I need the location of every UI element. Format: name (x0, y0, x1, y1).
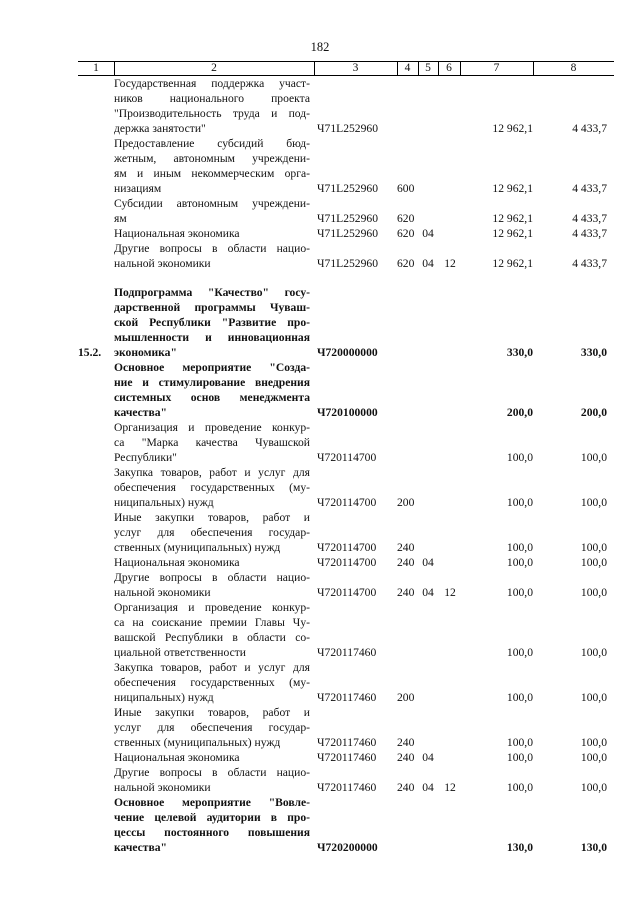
description-line: цессы постоянного повышения (114, 826, 310, 839)
row-description (114, 285, 310, 360)
table-row (78, 420, 614, 465)
description-line: вашской Республики в области со- (114, 631, 310, 644)
header-col-1: 1 (93, 62, 99, 74)
expense-type-code: 240 (397, 556, 415, 569)
row-description (114, 510, 310, 555)
description-line: услуг для обеспечения государ- (114, 526, 310, 539)
table-row (78, 570, 614, 600)
amount-col-7: 330,0 (506, 346, 533, 359)
row-description (114, 241, 310, 271)
page-number: 182 (310, 40, 330, 54)
row-description (114, 76, 310, 136)
table-row (78, 360, 614, 420)
amount-col-7: 100,0 (506, 691, 533, 704)
amount-col-7: 100,0 (506, 541, 533, 554)
target-article-code: Ч71L252960 (317, 227, 378, 240)
row-description (114, 600, 310, 660)
description-line: Организация и проведение конкур- (114, 601, 310, 614)
description-line: ниципальных) нужд (114, 691, 214, 704)
target-article-code: Ч71L252960 (317, 257, 378, 270)
description-line: Другие вопросы в области нацио- (114, 766, 310, 779)
description-line: чение целевой аудитории в про- (114, 811, 310, 824)
description-line: ской Республики "Развитие про- (114, 316, 310, 329)
header-col-7: 7 (493, 62, 500, 74)
table-row (78, 660, 614, 705)
description-line: нальной экономики (114, 257, 211, 270)
amount-col-7: 100,0 (506, 586, 533, 599)
target-article-code: Ч720117460 (317, 646, 377, 659)
subsection-code: 12 (444, 781, 456, 794)
expense-type-code: 620 (397, 212, 415, 225)
amount-col-7: 12 962,1 (492, 122, 533, 135)
amount-col-7: 12 962,1 (492, 257, 533, 270)
description-line: циальной ответственности (114, 646, 246, 659)
expense-type-code: 200 (397, 496, 415, 509)
table-row (78, 750, 614, 765)
target-article-code: Ч720200000 (317, 841, 378, 854)
table-row (78, 226, 614, 241)
target-article-code: Ч720000000 (317, 346, 378, 359)
expense-type-code: 240 (397, 781, 415, 794)
expense-type-code: 240 (397, 736, 415, 749)
amount-col-8: 100,0 (580, 541, 607, 554)
description-line: ям и иным некоммерческим орга- (114, 167, 310, 180)
table-row (78, 510, 614, 555)
table-row (78, 600, 614, 660)
description-line: держка занятости" (114, 122, 206, 135)
description-line: Иные закупки товаров, работ и (114, 706, 310, 719)
amount-col-8: 100,0 (580, 556, 607, 569)
table-row (78, 795, 614, 855)
amount-col-7: 100,0 (506, 646, 533, 659)
amount-col-8: 100,0 (580, 781, 607, 794)
amount-col-7: 100,0 (506, 736, 533, 749)
description-line: Закупка товаров, работ и услуг для (114, 661, 310, 674)
section-code: 04 (422, 556, 434, 569)
target-article-code: Ч71L252960 (317, 182, 378, 195)
amount-col-8: 4 433,7 (572, 227, 607, 240)
target-article-code: Ч720100000 (317, 406, 378, 419)
amount-col-7: 100,0 (506, 556, 533, 569)
header-col-5: 5 (425, 62, 431, 74)
description-line: Основное мероприятие "Созда- (114, 361, 310, 374)
target-article-code: Ч720114700 (317, 541, 377, 554)
section-code: 04 (422, 257, 434, 270)
amount-col-8: 100,0 (580, 751, 607, 764)
amount-col-7: 200,0 (506, 406, 533, 419)
table-row (78, 196, 614, 226)
section-code: 04 (422, 751, 434, 764)
amount-col-8: 130,0 (580, 841, 607, 854)
amount-col-7: 100,0 (506, 451, 533, 464)
amount-col-8: 4 433,7 (572, 182, 607, 195)
section-code: 04 (422, 586, 434, 599)
description-line: ственных (муниципальных) нужд (114, 541, 281, 554)
amount-col-8: 100,0 (580, 691, 607, 704)
description-line: са "Марка качества Чувашской (114, 436, 310, 449)
description-line: дарственной программы Чуваш- (114, 301, 310, 314)
row-description (114, 705, 310, 750)
table-header (78, 61, 614, 76)
description-line: Национальная экономика (114, 227, 240, 240)
amount-col-8: 100,0 (580, 736, 607, 749)
row-description (114, 750, 310, 765)
description-line: ственных (муниципальных) нужд (114, 736, 281, 749)
section-code: 04 (422, 227, 434, 240)
description-line: обеспечения государственных (му- (114, 481, 310, 494)
description-line: качества" (114, 841, 167, 854)
amount-col-7: 100,0 (506, 781, 533, 794)
description-line: качества" (114, 406, 167, 419)
target-article-code: Ч720114700 (317, 451, 377, 464)
amount-col-7: 12 962,1 (492, 182, 533, 195)
target-article-code: Ч71L252960 (317, 212, 378, 225)
table-row (78, 285, 614, 360)
description-line: Подпрограмма "Качество" госу- (114, 286, 310, 299)
expense-type-code: 240 (397, 541, 415, 554)
target-article-code: Ч720114700 (317, 586, 377, 599)
amount-col-8: 4 433,7 (572, 122, 607, 135)
description-line: Республики" (114, 451, 177, 464)
description-line: "Производительность труда и под- (114, 107, 310, 120)
description-line: низациям (114, 182, 162, 195)
table-row (78, 705, 614, 750)
description-line: экономика" (114, 346, 177, 359)
row-description (114, 136, 310, 196)
description-line: Национальная экономика (114, 556, 240, 569)
target-article-code: Ч720117460 (317, 751, 377, 764)
description-line: Субсидии автономным учреждени- (114, 197, 310, 210)
header-col-4: 4 (404, 62, 411, 74)
expense-type-code: 600 (397, 182, 415, 195)
amount-col-8: 4 433,7 (572, 257, 607, 270)
description-line: системных основ менеджмента (114, 391, 310, 404)
description-line: жетным, автономным учреждени- (114, 152, 310, 165)
expense-type-code: 240 (397, 751, 415, 764)
table-row (78, 241, 614, 271)
row-description (114, 765, 310, 795)
row-description (114, 226, 310, 241)
table-row (78, 765, 614, 795)
row-description (114, 570, 310, 600)
description-line: Закупка товаров, работ и услуг для (114, 466, 310, 479)
row-description (114, 465, 310, 510)
description-line: ям (114, 212, 127, 225)
row-description (114, 360, 310, 420)
amount-col-8: 100,0 (580, 646, 607, 659)
amount-col-8: 100,0 (580, 496, 607, 509)
description-line: ниципальных) нужд (114, 496, 214, 509)
table-body (78, 76, 614, 855)
description-line: Организация и проведение конкур- (114, 421, 310, 434)
description-line: Основное мероприятие "Вовле- (114, 796, 310, 809)
description-line: са на соискание премии Главы Чу- (114, 616, 310, 629)
row-description (114, 660, 310, 705)
row-description (114, 196, 310, 226)
subsection-code: 12 (444, 257, 456, 270)
row-description (114, 555, 310, 570)
description-line: Национальная экономика (114, 751, 240, 764)
table-row (78, 465, 614, 510)
amount-col-8: 330,0 (580, 346, 607, 359)
description-line: нальной экономики (114, 781, 211, 794)
description-line: ние и стимулирование внедрения (114, 376, 310, 389)
budget-table (78, 61, 614, 855)
row-number: 15.2. (78, 346, 102, 359)
expense-type-code: 620 (397, 227, 415, 240)
table-row (78, 136, 614, 196)
expense-type-code: 200 (397, 691, 415, 704)
description-line: ников национального проекта (114, 92, 310, 105)
description-line: Другие вопросы в области нацио- (114, 242, 310, 255)
section-code: 04 (422, 781, 434, 794)
amount-col-7: 130,0 (506, 841, 533, 854)
table-row (78, 76, 614, 136)
amount-col-8: 100,0 (580, 451, 607, 464)
description-line: Предоставление субсидий бюд- (114, 137, 310, 150)
target-article-code: Ч720117460 (317, 736, 377, 749)
target-article-code: Ч720114700 (317, 556, 377, 569)
description-line: Иные закупки товаров, работ и (114, 511, 310, 524)
header-col-6: 6 (446, 62, 452, 74)
expense-type-code: 240 (397, 586, 415, 599)
table-row (78, 555, 614, 570)
description-line: Государственная поддержка участ- (114, 77, 310, 90)
amount-col-7: 100,0 (506, 496, 533, 509)
row-description (114, 420, 310, 465)
target-article-code: Ч71L252960 (317, 122, 378, 135)
description-line: нальной экономики (114, 586, 211, 599)
target-article-code: Ч720117460 (317, 781, 377, 794)
amount-col-7: 100,0 (506, 751, 533, 764)
amount-col-8: 100,0 (580, 586, 607, 599)
header-col-8: 8 (570, 62, 577, 74)
description-line: обеспечения государственных (му- (114, 676, 310, 689)
expense-type-code: 620 (397, 257, 415, 270)
amount-col-8: 4 433,7 (572, 212, 607, 225)
row-description (114, 795, 310, 855)
subsection-code: 12 (444, 586, 456, 599)
target-article-code: Ч720117460 (317, 691, 377, 704)
description-line: мышленности и инновационная (114, 331, 310, 344)
amount-col-7: 12 962,1 (492, 227, 533, 240)
header-col-2: 2 (211, 62, 217, 74)
header-col-3: 3 (352, 62, 359, 74)
description-line: услуг для обеспечения государ- (114, 721, 310, 734)
amount-col-7: 12 962,1 (492, 212, 533, 225)
amount-col-8: 200,0 (580, 406, 607, 419)
target-article-code: Ч720114700 (317, 496, 377, 509)
description-line: Другие вопросы в области нацио- (114, 571, 310, 584)
